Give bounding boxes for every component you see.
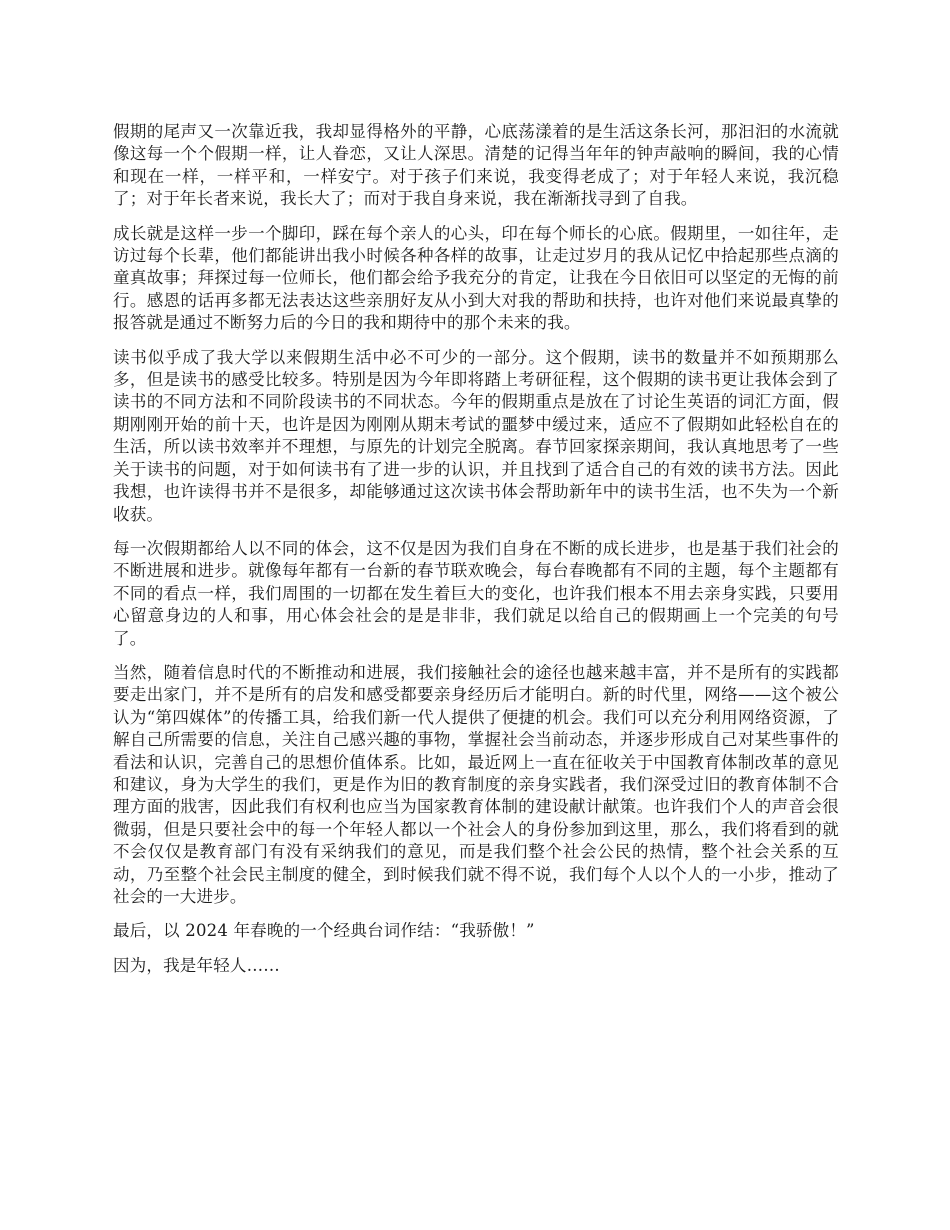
document-body bbox=[113, 121, 839, 989]
paragraph-3: 读书似乎成了我大学以来假期生活中必不可少的一部分。这个假期，读书的数量并不如预期那么多，但是读书的感受比较多。特别是因为今年即将踏上考研征程，这个假期的读书更让我体会到了读书的不同方法和不同阶段读书的不同状态。今年的假期重点是放在了讨论生英语的词汇方面，假期刚刚开始的前十天，也许是因为刚刚从期末考试的噩梦中缓过来，适应不了假期如此轻松自在的生活，所以读书效率并不理想，与原先的计划完全脱离。春节回家探亲期间，我认真地思考了一些关于读书的问题，对于如何读书有了进一步的认识，并且找到了适合自己的有效的读书方法。因此我想，也许读得书并不是很多，却能够通过这次读书体会帮助新年中的读书生活，也不失为一个新收获。 bbox=[113, 347, 839, 524]
paragraph-7: 因为，我是年轻人…… bbox=[113, 955, 280, 975]
paragraph-5: 当然，随着信息时代的不断推动和进展，我们接触社会的途径也越来越丰富，并不是所有的实践都要走出家门，并不是所有的启发和感受都要亲身经历后才能明白。新的时代里，网络——这个被公认为“第四媒体”的传播工具，给我们新一代人提供了便捷的机会。我们可以充分利用网络资源，了解自己所需要的信息，关注自己感兴趣的事物，掌握社会当前动态，并逐步形成自己对某些事件的看法和认识，完善自己的思想价值体系。比如，最近网上一直在征收关于中国教育体制改革的意见和建议，身为大学生的我们，更是作为旧的教育制度的亲身实践者，我们深受过旧的教育体制不合理方面的戕害，因此我们有权利也应当为国家教育体制的建设献计献策。也许我们个人的声音会很微弱，但是只要社会中的每一个年轻人都以一个社会人的身份参加到这里，那么，我们将看到的就不会仅仅是教育部门有没有采纳我们的意见，而是我们整个社会公民的热情，整个社会关系的互动，乃至整个社会民主制度的健全，到时候我们就不得不说，我们每个人以个人的一小步，推动了社会的一大进步。 bbox=[113, 662, 839, 906]
paragraph-1: 假期的尾声又一次靠近我，我却显得格外的平静，心底荡漾着的是生活这条长河，那汩汩的水流就像这每一个个假期一样，让人眷恋，又让人深思。清楚的记得当年年的钟声敲响的瞬间，我的心情和现在一样，一样平和，一样安宁。对于孩子们来说，我变得老成了；对于年轻人来说，我沉稳了；对于年长者来说，我长大了；而对于我自身来说，我在渐渐找寻到了自我。 bbox=[113, 122, 839, 209]
paragraph-6: 最后，以 2024 年春晚的一个经典台词作结：“我骄傲！” bbox=[113, 921, 535, 941]
paragraph-2: 成长就是这样一步一个脚印，踩在每个亲人的心头，印在每个师长的心底。假期里，一如往年，走访过每个长辈，他们都能讲出我小时候各种各样的故事，让走过岁月的我从记忆中拾起那些点滴的童真故事；拜探过每一位师长，他们都会给予我充分的肯定，让我在今日依旧可以坚定的无悔的前行。感恩的话再多都无法表达这些亲朋好友从小到大对我的帮助和扶持，也许对他们来说最真挚的报答就是通过不断努力后的今日的我和期待中的那个未来的我。 bbox=[113, 223, 839, 333]
paragraph-4: 每一次假期都给人以不同的体会，这不仅是因为我们自身在不断的成长进步，也是基于我们社会的不断进展和进步。就像每年都有一台新的春节联欢晚会，每台春晚都有不同的主题，每个主题都有不同的看点一样，我们周围的一切都在发生着巨大的变化，也许我们根本不用去亲身实践，只要用心留意身边的人和事，用心体会社会的是是非非，我们就足以给自己的假期画上一个完美的句号了。 bbox=[113, 538, 839, 648]
